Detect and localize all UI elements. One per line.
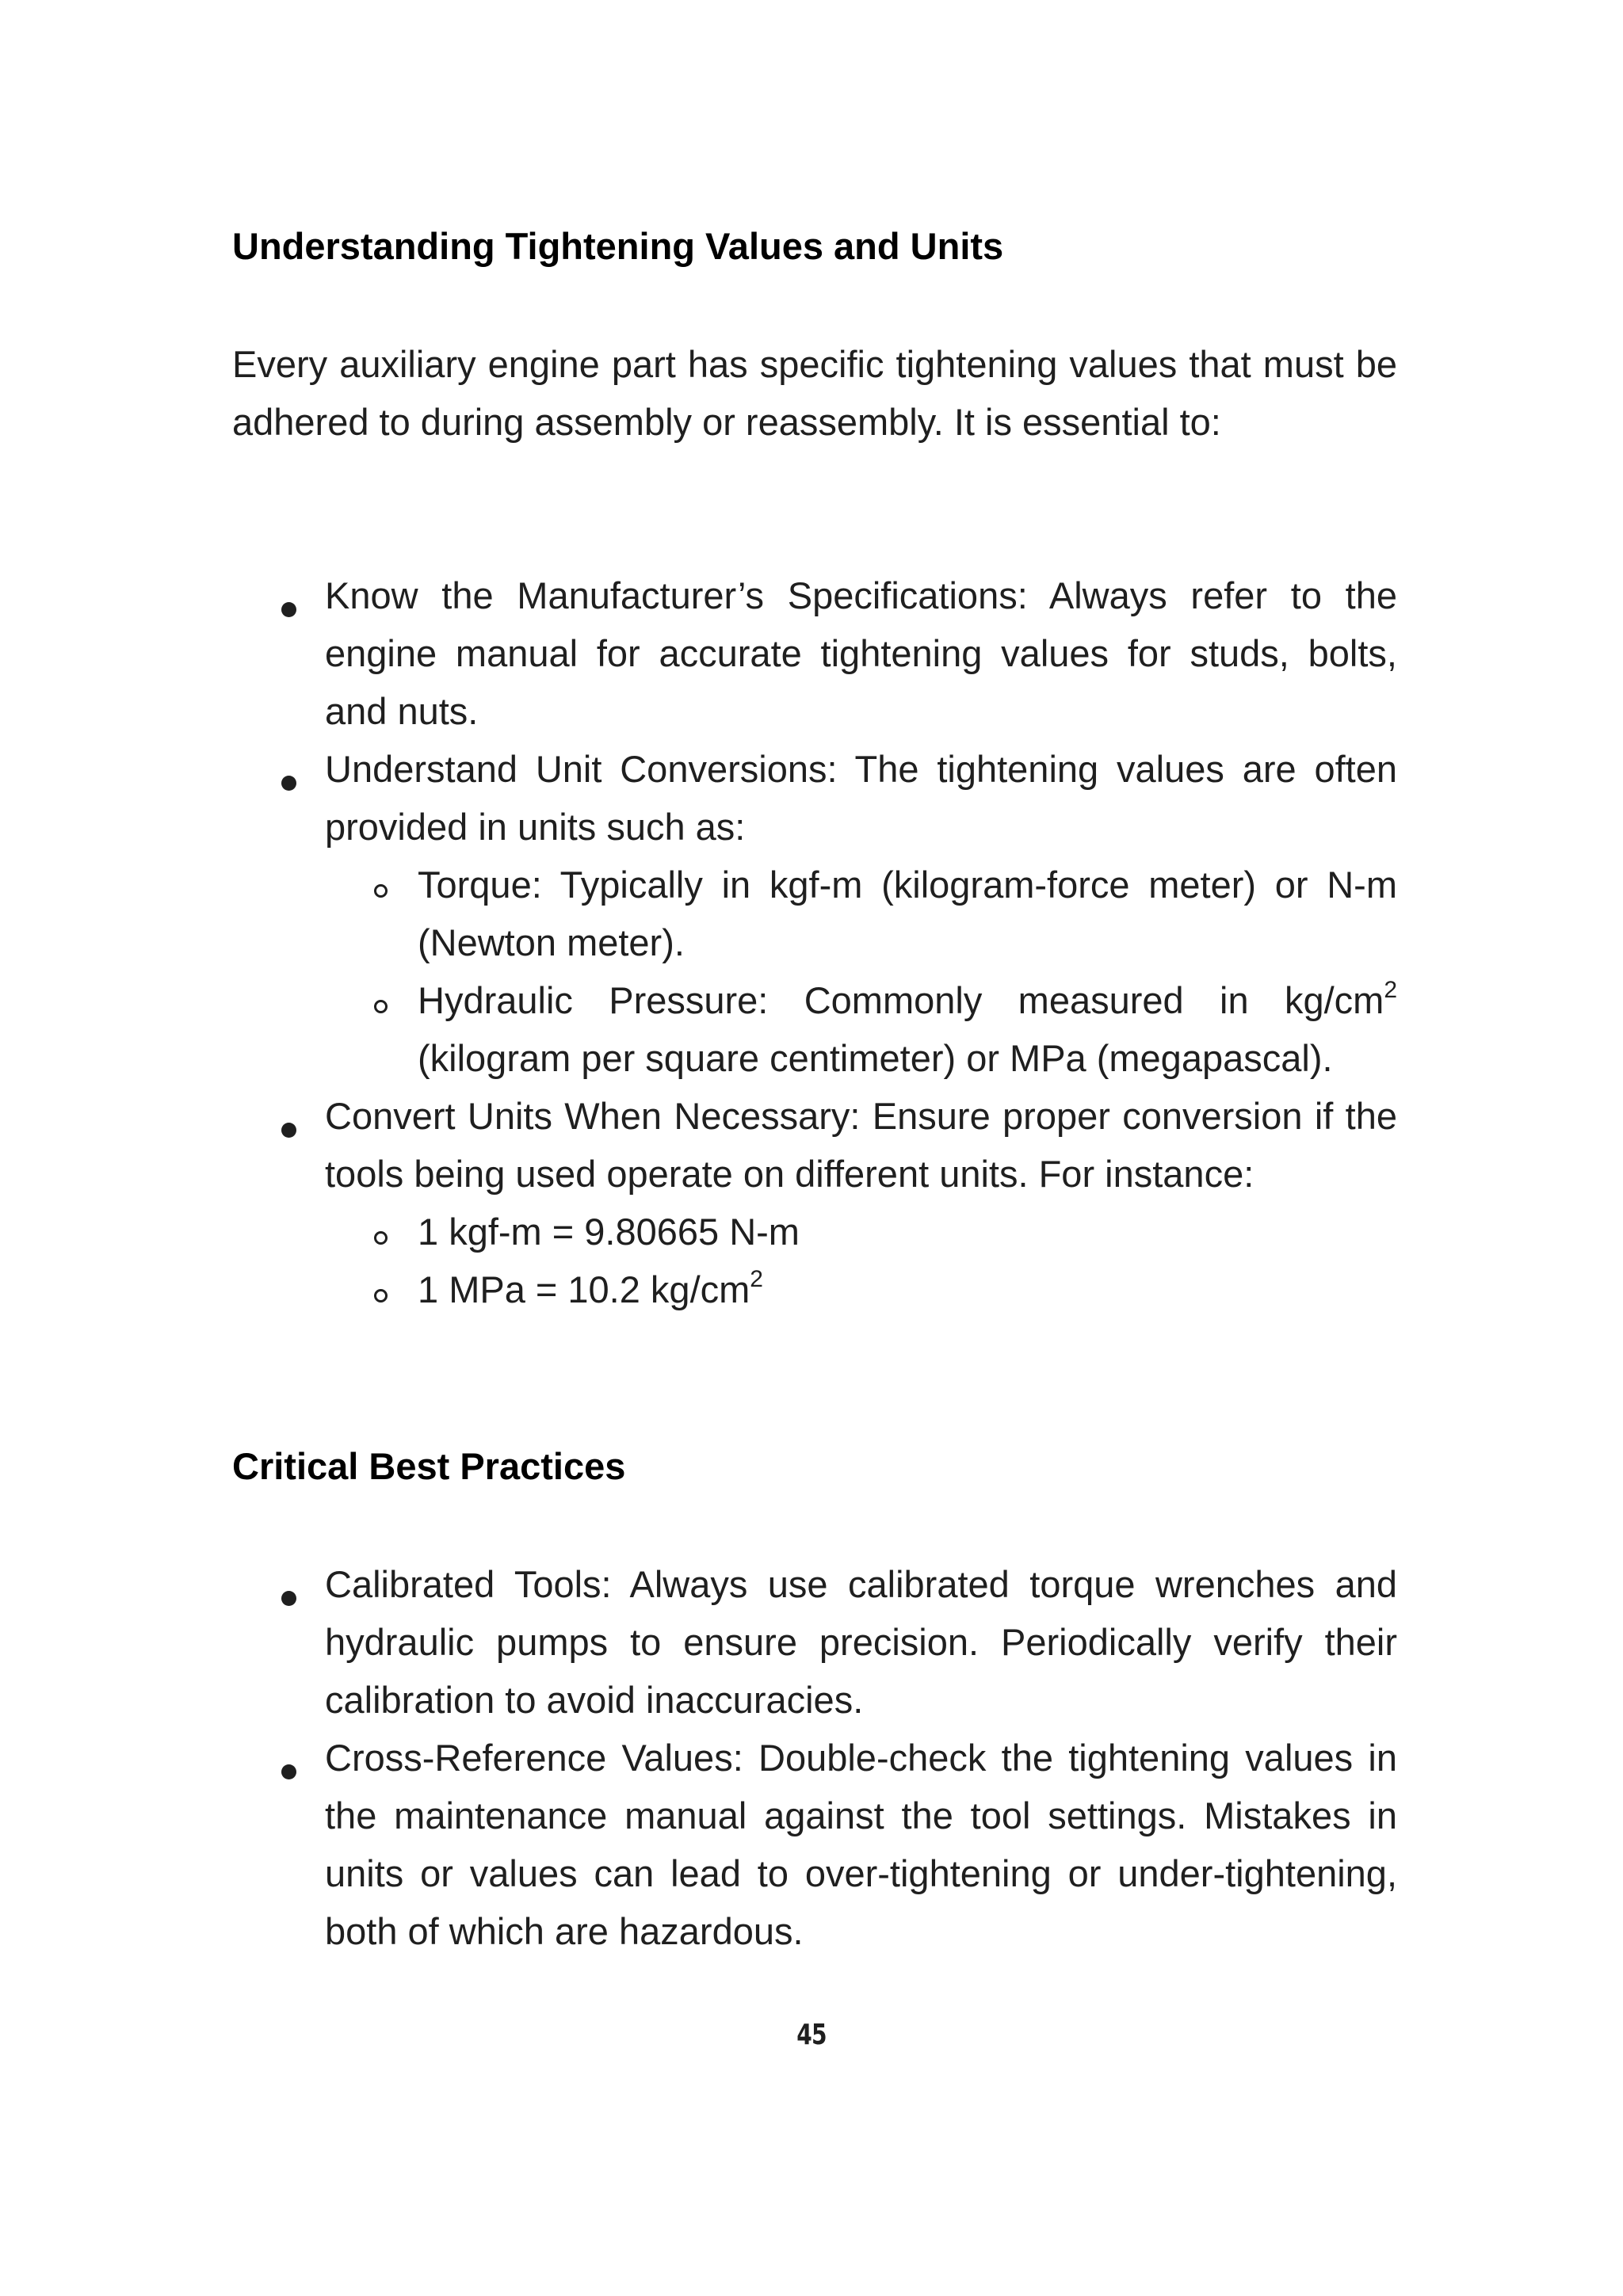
sub-list-item-text: 1 kgf-m = 9.80665 N-m: [418, 1211, 800, 1253]
list-item: [232, 1087, 1397, 1318]
sub-list-item-text: 1 MPa = 10.2 kg/cm: [418, 1268, 750, 1310]
best-practices-bullet-list: [232, 1555, 1397, 1960]
list-item-text: Know the Manufacturer’s Specifications: Always refer to the engine manual for accurate tightening values for studs, bolts, and nuts.: [325, 574, 1397, 732]
sub-list-item-text: Torque: Typically in kgf-m (kilogram-force meter) or N-m (Newton meter).: [418, 864, 1397, 963]
list-item: [232, 1555, 1397, 1729]
list-item-text: Convert Units When Necessary: Ensure proper conversion if the tools being used operate on different units. For instance:: [325, 1095, 1397, 1195]
hollow-bullet-icon: [374, 1261, 388, 1318]
conversion-sublist: [325, 1203, 1397, 1318]
page-number: 45: [796, 2019, 827, 2051]
list-item-text: Cross-Reference Values: Double-check the tightening values in the maintenance manual against the tool settings. Mistakes in units or values can lead to over-tightening or under-tightening, both of which are hazardous.: [325, 1737, 1397, 1952]
tightening-bullet-list: [232, 566, 1397, 1318]
bullet-icon: [281, 1729, 305, 1787]
sub-list-item-text: Hydraulic Pressure: Commonly measured in kg/cm: [418, 979, 1384, 1021]
section-heading-tightening-values: Understanding Tightening Values and Units: [232, 225, 1004, 267]
sub-list-item: [325, 1261, 1397, 1318]
list-item: [232, 1729, 1397, 1960]
superscript: 2: [1384, 977, 1397, 1003]
bullet-icon: [281, 1555, 305, 1613]
unit-sublist: [325, 856, 1397, 1087]
sub-list-item: [325, 971, 1397, 1087]
hollow-bullet-icon: [374, 856, 388, 913]
list-item-text: Understand Unit Conversions: The tightening values are often provided in units such as:: [325, 748, 1397, 848]
bullet-icon: [281, 740, 305, 798]
sub-list-item: [325, 856, 1397, 971]
superscript: 2: [750, 1266, 763, 1292]
section-heading-best-practices: Critical Best Practices: [232, 1445, 626, 1487]
intro-paragraph: Every auxiliary engine part has specific tightening values that must be adhered to during assembly or reassembly. It is essential to:: [232, 343, 1397, 443]
list-item: [232, 740, 1397, 1087]
list-item-text: Calibrated Tools: Always use calibrated torque wrenches and hydraulic pumps to ensure precision. Periodically verify their calibration to avoid inaccuracies.: [325, 1563, 1397, 1721]
hollow-bullet-icon: [374, 1203, 388, 1261]
hollow-bullet-icon: [374, 971, 388, 1029]
sub-list-item: [325, 1203, 1397, 1261]
sub-list-item-text-cont: (kilogram per square centimeter) or MPa (megapascal).: [418, 1037, 1333, 1079]
list-item: [232, 566, 1397, 740]
bullet-icon: [281, 1087, 305, 1145]
bullet-icon: [281, 566, 305, 624]
